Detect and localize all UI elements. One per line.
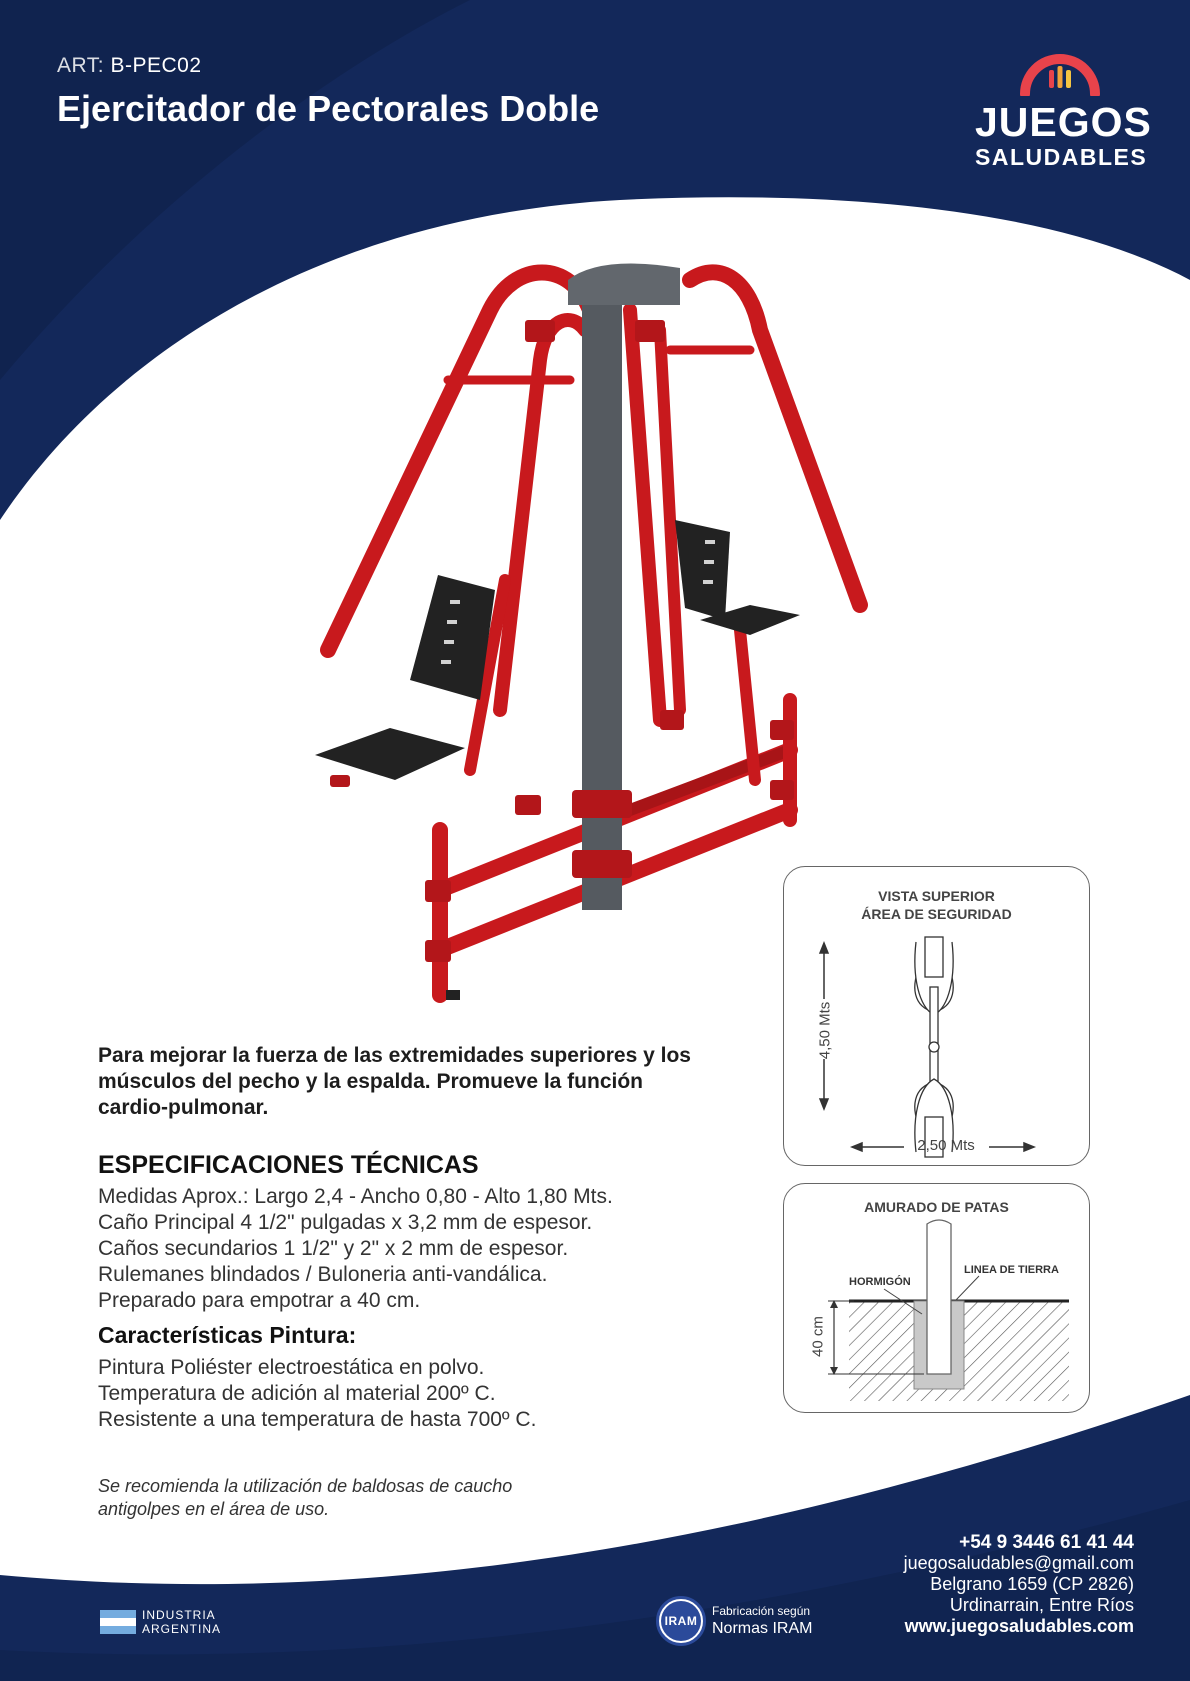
- contact-website[interactable]: www.juegosaludables.com: [904, 1616, 1134, 1636]
- paint-list: [98, 1355, 536, 1433]
- arm-right-inner-2: [660, 330, 680, 710]
- seat-right-backrest: [675, 520, 730, 620]
- seat-right-support: [740, 630, 755, 780]
- spec-item: Preparado para empotrar a 40 cm.: [98, 1289, 421, 1312]
- industria-argentina-badge: [100, 1608, 221, 1636]
- iram-seal-text: IRAM: [661, 1601, 701, 1641]
- contact-address: Belgrano 1659 (CP 2826): [930, 1574, 1134, 1594]
- paint-item: Resistente a una temperatura de hasta 700º C.: [98, 1408, 537, 1431]
- label-ground-line: LINEA DE TIERRA: [964, 1264, 1059, 1276]
- central-post-cap: [568, 264, 680, 305]
- paint-item: Temperatura de adición al material 200º C.: [98, 1382, 496, 1405]
- article-code-value: B-PEC02: [110, 54, 202, 77]
- anchoring-panel-title: AMURADO DE PATAS: [864, 1199, 1009, 1215]
- article-code-label: ART:: [57, 54, 105, 77]
- usage-note: Se recomienda la utilización de baldosas de caucho antigolpes en el área de uso.: [98, 1476, 513, 1519]
- page-title: Ejercitador de Pectorales Doble: [57, 88, 600, 129]
- contact-email[interactable]: juegosaludables@gmail.com: [903, 1553, 1134, 1573]
- paint-heading: Características Pintura:: [98, 1322, 357, 1348]
- base-rail-back: [630, 750, 790, 810]
- safety-area-panel: [783, 866, 1090, 1166]
- label-concrete: HORMIGÓN: [849, 1276, 911, 1288]
- iram-seal-icon: [656, 1596, 706, 1646]
- seat-left-backrest: [410, 575, 495, 700]
- logo-word-saludables: SALUDABLES: [975, 144, 1148, 170]
- brand-logo: [975, 52, 1152, 170]
- contact-block: [904, 1532, 1134, 1637]
- spec-item: Medidas Aprox.: Largo 2,4 - Ancho 0,80 - Alto 1,80 Mts.: [98, 1185, 613, 1208]
- iram-badge: [656, 1596, 812, 1646]
- arm-right-inner: [630, 310, 660, 720]
- contact-phone[interactable]: +54 9 3446 61 41 44: [959, 1532, 1134, 1553]
- iram-line-2: Normas IRAM: [712, 1620, 813, 1637]
- safety-panel-title-2: ÁREA DE SEGURIDAD: [861, 906, 1012, 922]
- paint-item: Pintura Poliéster electroestática en polvo.: [98, 1356, 485, 1379]
- industria-line-1: INDUSTRIA: [142, 1608, 216, 1622]
- logo-arc-icon: [1019, 52, 1101, 96]
- contact-city: Urdinarrain, Entre Ríos: [949, 1595, 1134, 1615]
- specs-list: [98, 1184, 613, 1314]
- product-description: Para mejorar la fuerza de las extremidades superiores y los músculos del pecho y la espalda. Promueve la función cardio-pulmonar.: [98, 1044, 691, 1119]
- spec-item: Rulemanes blindados / Buloneria anti-vandálica.: [98, 1263, 548, 1286]
- anchoring-panel: [783, 1183, 1090, 1413]
- safety-height-dimension: 4,50 Mts: [816, 1001, 834, 1060]
- seat-left-bottom: [315, 728, 465, 780]
- argentina-flag-icon: [100, 1610, 136, 1634]
- logo-word-juegos: JUEGOS: [975, 99, 1152, 145]
- safety-width-dimension: 2,50 Mts: [917, 1137, 975, 1154]
- specs-heading: ESPECIFICACIONES TÉCNICAS: [98, 1151, 479, 1179]
- anchoring-diagram: [784, 1184, 1088, 1414]
- article-code: [57, 54, 202, 78]
- anchoring-depth-dimension: 40 cm: [809, 1316, 827, 1357]
- iram-line-1: Fabricación según: [712, 1604, 811, 1618]
- spec-item: Caño Principal 4 1/2" pulgadas x 3,2 mm de espesor.: [98, 1211, 593, 1234]
- spec-item: Caños secundarios 1 1/2" y 2" x 2 mm de espesor.: [98, 1237, 569, 1260]
- industria-line-2: ARGENTINA: [142, 1622, 222, 1636]
- safety-panel-title-1: VISTA SUPERIOR: [878, 888, 995, 904]
